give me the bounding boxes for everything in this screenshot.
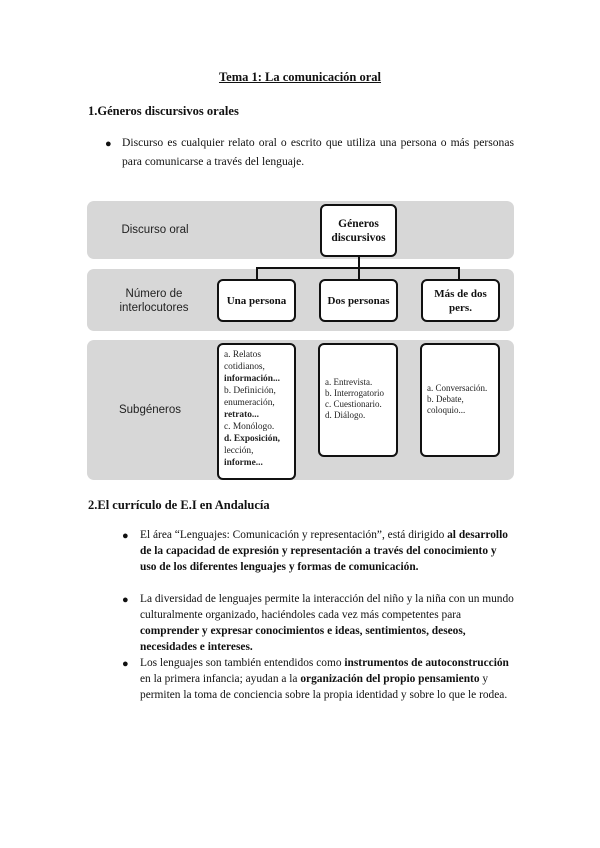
node-generos-discursivos: Géneros discursivos — [320, 204, 397, 257]
sub-dos-item: c. Cuestionario. — [325, 399, 382, 409]
node-mas-de-dos: Más de dos pers. — [421, 279, 500, 322]
page-title: Tema 1: La comunicación oral — [218, 70, 382, 84]
sub-mas-item: coloquio... — [427, 405, 466, 415]
label-discurso-oral: Discurso oral — [121, 224, 189, 236]
definition-paragraph: Discurso es cualquier relato oral o escrito que utiliza una persona o más personas para comunicarse a través del lenguaje. — [122, 136, 514, 168]
node-dos-personas: Dos personas — [319, 279, 398, 322]
section-2-heading: 2.El currículo de E.I en Andalucía — [88, 498, 270, 512]
curriculum-bullet-1: El área “Lenguajes: Comunicación y representación”, está dirigido al desarrollo de la capacidad de expresión y representación a través del conocimiento y uso de los diferentes lenguajes y formas de comunicación. — [140, 529, 508, 573]
section-1-heading: 1.Géneros discursivos orales — [88, 104, 239, 118]
sub-dos-item: b. Interrogatorio — [325, 388, 384, 398]
sub-mas-item: b. Debate, — [427, 394, 464, 404]
sub-mas-de-dos — [420, 343, 500, 457]
node-una-persona: Una persona — [217, 279, 296, 322]
bullet-dot: ● — [122, 658, 129, 670]
sub-dos-personas — [318, 343, 398, 457]
bullet-dot: ● — [122, 530, 129, 542]
sub-dos-item: d. Diálogo. — [325, 410, 366, 420]
curriculum-bullet-2: La diversidad de lenguajes permite la interacción del niño y la niña con un mundo culturalmente organizado, haciéndoles cada vez más competentes para comprender y expresar conocimientos e ideas, sentimientos, deseos, necesidades e intereses. — [140, 593, 514, 653]
bullet-dot: ● — [122, 594, 129, 606]
curriculum-bullet-3: Los lenguajes son también entendidos como instrumentos de autoconstrucción en la primera infancia; ayudan a la organización del propio pensamiento y permiten la toma de conciencia sobre la propia identidad y sobre lo que le rodea. — [140, 657, 509, 701]
label-subgeneros: Subgéneros — [118, 404, 182, 416]
sub-mas-item: a. Conversación. — [427, 383, 488, 393]
label-numero-interlocutores: Número de interlocutores — [119, 288, 189, 314]
bullet-dot: ● — [105, 138, 112, 150]
sub-una-persona: a. Relatos cotidianos, información... b. Definición, enumeración, retrato... c. Monólogo. d. Exposición, lección, informe... — [217, 343, 296, 480]
sub-dos-item: a. Entrevista. — [325, 377, 373, 387]
